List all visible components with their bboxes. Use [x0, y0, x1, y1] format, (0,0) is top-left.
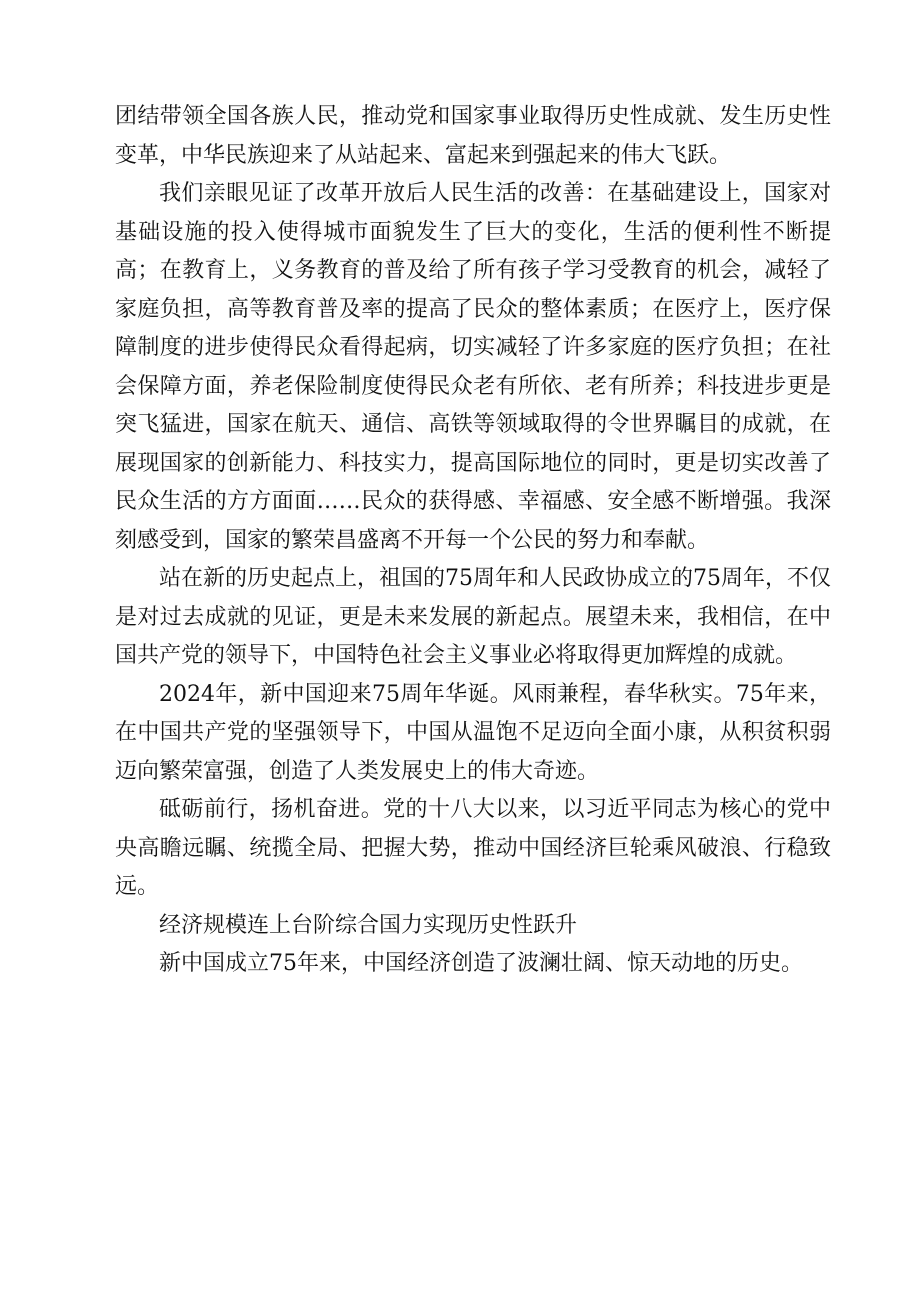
section-heading: 经济规模连上台阶综合国力实现历史性跃升 — [159, 912, 578, 938]
document-page — [115, 98, 831, 984]
paragraph-economy-history: 新中国成立75年来，中国经济创造了波澜壮阔、惊天动地的历史。 — [159, 951, 803, 976]
paragraph-new-starting-point: 站在新的历史起点上，祖国的75周年和人民政协成立的75周年，不仅是对过去成就的见证，更是未来发展的新起点。展望未来，我相信，在中国共产党的领导下，中国特色社会主义事业必将取得更加辉煌的成就。 — [115, 566, 831, 668]
paragraph-forge-ahead: 砥砺前行，扬机奋进。党的十八大以来，以习近平同志为核心的党中央高瞻远瞩、统揽全局、把握大势，推动中国经济巨轮乘风破浪、行稳致远。 — [115, 797, 831, 899]
paragraph-reform-livelihood: 我们亲眼见证了改革开放后人民生活的改善：在基础建设上，国家对基础设施的投入使得城市面貌发生了巨大的变化，生活的便利性不断提高；在教育上，义务教育的普及给了所有孩子学习受教育的机会，减轻了家庭负担，高等教育普及率的提高了民众的整体素质；在医疗上，医疗保障制度的进步使得民众看得起病，切实减轻了许多家庭的医疗负担；在社会保障方面，养老保险制度使得民众老有所依、老有所养；科技进步更是突飞猛进，国家在航天、通信、高铁等领域取得的令世界瞩目的成就，在展现国家的创新能力、科技实力，提高国际地位的同时，更是切实改善了民众生活的方方面面……民众的获得感、幸福感、安全感不断增强。我深刻感受到，国家的繁荣昌盛离不开每一个公民的努力和奉献。 — [115, 181, 831, 553]
paragraph-continuation: 团结带领全国各族人民，推动党和国家事业取得历史性成就、发生历史性变革，中华民族迎来了从站起来、富起来到强起来的伟大飞跃。 — [115, 104, 831, 168]
paragraph-75th-anniversary: 2024年，新中国迎来75周年华诞。风雨兼程，春华秋实。75年来，在中国共产党的坚强领导下，中国从温饱不足迈向全面小康，从积贫积弱迈向繁荣富强，创造了人类发展史上的伟大奇迹。 — [115, 681, 831, 784]
